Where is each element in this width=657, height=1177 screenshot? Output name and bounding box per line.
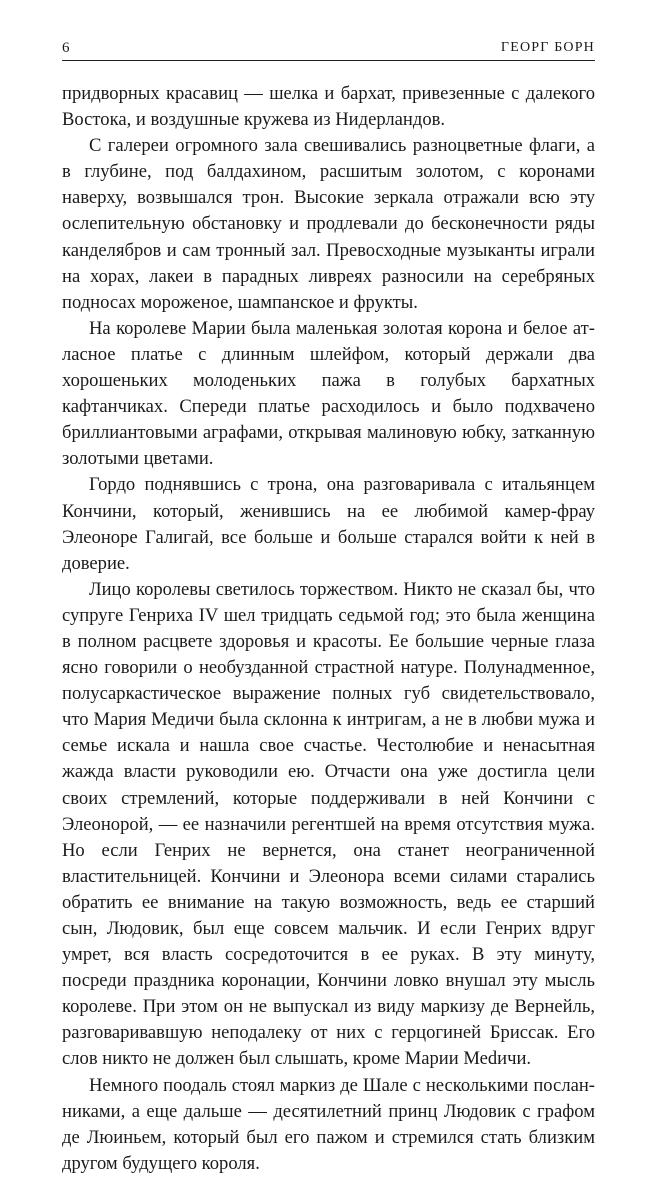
- paragraph-marquis: Немного поодаль стоял маркиз де Шале с несколькими посланниками, а еще дальше — десятилетний принц Людовик с графом де Люиньем, который был его пажом и стремился стать близким другом будущего короля.: [62, 1074, 595, 1174]
- running-title: ГЕОРГ БОРН: [500, 40, 595, 55]
- paragraph-continued: придворных красавиц — шелка и бархат, привезенные с далекого Востока, и воздушные кружева из Нидерландов.: [62, 83, 595, 131]
- paragraph-concini: Гордо поднявшись с трона, она разговаривала с итальянцем Кончини, который, женившись на ее любимой камер-фрау Элеоноре Галигай, все больше и больше старался войти к ней в доверие.: [62, 474, 595, 574]
- running-header: [62, 36, 595, 61]
- paragraph-queen-dress: На королеве Марии была маленькая золотая корона и белое атласное платье с длинным шлейфом, который держали два хорошеньких молоденьких пажа в голубых бархатных кафтанчиках. Спереди платье расходилось и было подхвачено бриллиантовыми аграфами, открывая малиновую юбку, затканную золотыми цветами.: [62, 317, 595, 470]
- paragraph-queen-face: Лицо королевы светилось торжеством. Никто не сказал бы, что супруге Генриха IV шел тридцать седьмой год; это была женщина в полном расцвете здоровья и красоты. Ее большие черные глаза ясно говорили о необузданной страстной натуре. Полунадменное, полусаркастическое выражение полных губ свидетельствовало, что Мария Медичи была склонна к интригам, а не в любви мужа и семье искала и нашла свое счастье. Честолюбие и ненасытная жажда власти руководили ею. Отчасти она уже достигла цели своих стремлений, которые поддерживали в ней Кончини с Элеонорой, — ее назначили регентшей на время отсутствия мужа. Но если Генрих не вернется, она станет неограниченной властительницей. Кончини и Элеонора всеми силами старались обратить ее внимание на такую возможность, ведь ее старший сын, Людовик, был еще совсем мальчик. И если Генрих вдруг умрет, вся власть сосредоточится в ее руках. В эту минуту, посреди праздника коронации, Кончини ловко внушал эту мысль королеве. При этом он не выпускал из виду маркизу де Вернейль, разговаривавшую неподалеку от них с герцогиней Бриссак. Его слов никто не должен был слышать, кроме Марии Меdичи.: [62, 578, 595, 1070]
- text-body: [62, 81, 595, 1177]
- paragraph-gallery: С галереи огромного зала свешивались разноцветные флаги, а в глубине, под балдахином, расшитым золотом, с коронами наверху, возвышался трон. Высокие зеркала отражали всю эту ослепительную обстановку и продлевали до бесконечности ряды канделябров и сам тронный зал. Превосходные музыканты играли на хорах, лакеи в парадных ливреях разносили на серебряных подносах мороженое, шампанское и фрукты.: [62, 135, 595, 313]
- page-number: 6: [62, 40, 70, 56]
